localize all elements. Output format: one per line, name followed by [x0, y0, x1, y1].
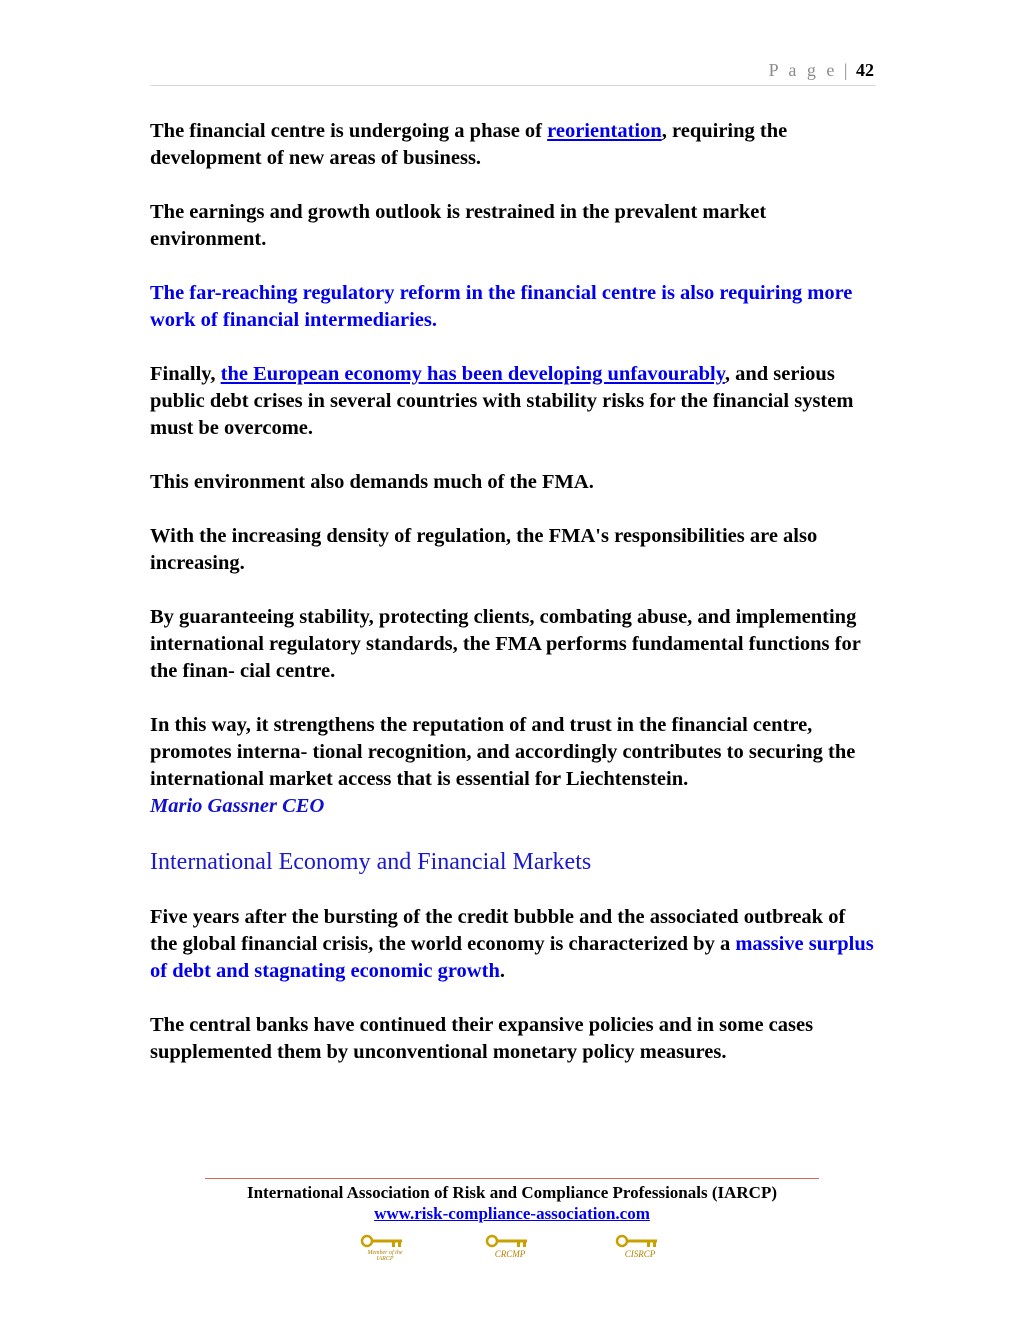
header-divider: [150, 85, 876, 86]
key-logo-cisrcp-icon: [615, 1234, 665, 1260]
paragraph-5: This environment also demands much of the FMA.: [150, 471, 594, 493]
paragraph-1-text-end: , requiring the development of new areas of business.: [150, 120, 788, 169]
section-heading: International Economy and Financial Markets: [150, 849, 592, 875]
paragraph-9-text-end: .: [499, 960, 505, 982]
paragraph-1: [150, 118, 874, 172]
page-number-value: 42: [856, 60, 874, 80]
paragraph-10: The central banks have continued their expansive policies and in some cases supplemented them by unconventional monetary policy measures.: [150, 1014, 814, 1063]
logo-label-member: Member of the IARCP: [367, 1250, 403, 1262]
page-number: [769, 60, 874, 81]
european-economy-link[interactable]: the European economy has been developing unfavourably: [220, 363, 725, 385]
footer-organization: International Association of Risk and Compliance Professionals (IARCP): [246, 1183, 778, 1202]
key-logo-member-icon: [360, 1234, 410, 1260]
paragraph-3: The far-reaching regulatory reform in the financial centre is also requiring more work of financial intermediaries.: [150, 282, 853, 331]
paragraph-6: With the increasing density of regulation, the FMA's responsibilities are also increasing.: [150, 525, 818, 574]
key-logo-crcmp-icon: [485, 1234, 535, 1260]
paragraph-7: By guaranteeing stability, protecting clients, combating abuse, and implementing international regulatory standards, the FMA performs fundamental functions for the finan- cial centre.: [150, 606, 861, 682]
signature: Mario Gassner CEO: [150, 795, 325, 817]
association-website-link[interactable]: www.risk-compliance-association.com: [374, 1204, 650, 1223]
footer-logos: [0, 1234, 1024, 1264]
footer-divider: [205, 1178, 819, 1179]
paragraph-1-text: The financial centre is undergoing a phase of: [150, 120, 548, 142]
paragraph-9-text: Five years after the bursting of the credit bubble and the associated outbreak of the global financial crisis, the world economy is characterized by a: [150, 906, 846, 955]
page-content: [150, 118, 874, 1093]
paragraph-2: The earnings and growth outlook is restrained in the prevalent market environment.: [150, 201, 767, 250]
footer-url: [0, 1204, 1024, 1224]
logo-label-crcmp: CRCMP: [494, 1249, 526, 1259]
page-separator: |: [843, 60, 848, 80]
paragraph-4-text-end: , and serious public debt crises in several countries with stability risks for the financial system must be overcome.: [150, 363, 854, 439]
logo-label-cisrcp: CISRCP: [624, 1249, 656, 1259]
paragraph-9: [150, 904, 874, 985]
page-label: P a g e: [768, 60, 838, 80]
paragraph-4: [150, 361, 874, 442]
paragraph-8: In this way, it strengthens the reputation of and trust in the financial centre, promotes interna- tional recognition, and accordingly contributes to securing the international market access that is essential for Liechtenstein.: [150, 714, 856, 790]
paragraph-4-text: Finally,: [150, 363, 221, 385]
paragraph-9-highlight: massive surplus of debt and stagnating economic growth: [150, 933, 874, 982]
reorientation-link[interactable]: reorientation: [547, 120, 662, 142]
